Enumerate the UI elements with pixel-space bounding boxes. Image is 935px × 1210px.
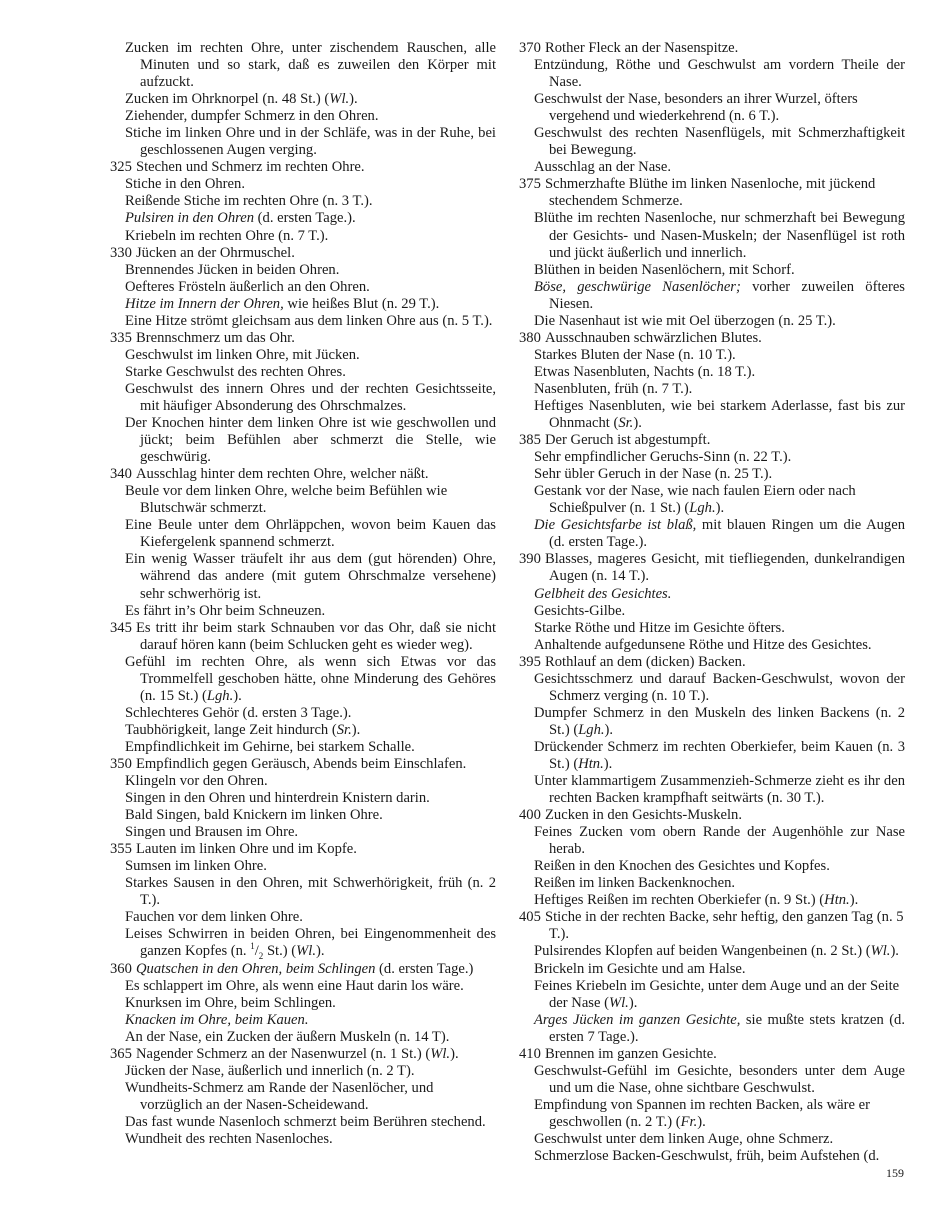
entry-text: Sehr übler Geruch in der Nase (n. 25 T.). <box>534 466 773 483</box>
entry-text: ). <box>890 943 899 960</box>
symptom-entry <box>110 296 496 313</box>
italic-text: Quatschen in den Ohren, beim Schlingen <box>136 960 376 977</box>
symptom-entry <box>110 262 496 279</box>
entry-text: Gesichts-Gilbe. <box>534 602 626 619</box>
symptom-entry <box>110 551 496 602</box>
italic-text: Wl. <box>329 91 350 108</box>
symptom-entry <box>110 978 496 995</box>
symptom-entry <box>519 637 905 654</box>
left-column <box>110 40 496 1148</box>
entry-text: Geschwulst-Gefühl im Gesichte, besonders unter dem Auge und um die Nase, ohne sichtbare Geschwulst. <box>534 1062 905 1096</box>
symptom-entry <box>110 603 496 620</box>
entry-text: ). <box>697 1113 706 1130</box>
entry-number: 360 <box>110 960 132 977</box>
symptom-entry <box>110 517 496 551</box>
entry-text: Gesichtsschmerz und darauf Backen-Geschwulst, wovon der Schmerz verging (n. 10 T.). <box>534 670 905 704</box>
entry-text: Zucken im rechten Ohre, unter zischendem Rauschen, alle Minuten und so stark, daß es zuweilen den Körper mit aufzuckt. <box>125 40 496 91</box>
entry-text: Oefteres Frösteln äußerlich an den Ohren. <box>125 278 370 295</box>
entry-number: 370 <box>519 40 541 56</box>
page-number: 159 <box>886 1166 904 1180</box>
entry-text: Empfindlichkeit im Gehirne, bei starkem Schalle. <box>125 738 415 755</box>
entry-text: Der Knochen hinter dem linken Ohre ist wie geschwollen und jückt; beim Befühlen aber schmerzt die Stelle, wie geschwürig. <box>125 415 496 466</box>
symptom-entry <box>110 790 496 807</box>
entry-text: Brickeln im Gesichte und am Halse. <box>534 960 746 977</box>
entry-text: Geschwulst des innern Ohres und der rechten Gesichtsseite, mit häufiger Absonderung des Ohrschmalzes. <box>125 380 496 414</box>
entry-text: Leises Schwirren in beiden Ohren, bei Eingenommenheit des ganzen Kopfes (n. <box>125 926 496 960</box>
entry-text: / <box>254 943 259 960</box>
symptom-entry-numbered <box>519 1046 905 1063</box>
symptom-entry <box>519 1097 905 1131</box>
symptom-entry-numbered <box>110 159 496 176</box>
symptom-entry-numbered <box>519 909 905 943</box>
right-column <box>519 40 905 1165</box>
symptom-entry <box>110 176 496 193</box>
symptom-entry <box>110 381 496 415</box>
symptom-entry-numbered <box>519 654 905 671</box>
entry-text: Bald Singen, bald Knickern im linken Ohre. <box>125 807 383 824</box>
entry-text: Blüthen in beiden Nasenlöchern, mit Schorf. <box>534 261 795 278</box>
entry-number: 340 <box>110 466 132 483</box>
symptom-entry <box>110 91 496 108</box>
entry-text: Starke Röthe und Hitze im Gesichte öfters. <box>534 619 785 636</box>
entry-text: Knurksen im Ohre, beim Schlingen. <box>125 994 336 1011</box>
entry-text: Brennen im ganzen Gesichte. <box>545 1045 717 1062</box>
entry-text: Es schlappert im Ohre, als wenn eine Haut darin los wäre. <box>125 977 464 994</box>
italic-text: Wl. <box>296 943 317 960</box>
entry-text: Feines Kriebeln im Gesichte, unter dem Auge und an der Seite der Nase ( <box>534 977 900 1011</box>
entry-text: Jücken an der Ohrmuschel. <box>136 244 295 261</box>
symptom-entry-numbered <box>110 1046 496 1063</box>
symptom-entry <box>519 449 905 466</box>
entry-text: Jücken der Nase, äußerlich und innerlich (n. 2 T). <box>125 1062 415 1079</box>
symptom-entry <box>110 1063 496 1080</box>
entry-text: ). <box>603 755 613 772</box>
symptom-entry <box>110 858 496 875</box>
symptom-entry-numbered <box>519 807 905 824</box>
entry-text: Stiche in der rechten Backe, sehr heftig, den ganzen Tag (n. 5 T.). <box>545 909 904 943</box>
symptom-entry <box>110 364 496 381</box>
entry-number: 410 <box>519 1045 541 1062</box>
entry-text: Stechen und Schmerz im rechten Ohre. <box>136 159 365 176</box>
symptom-entry <box>519 858 905 875</box>
entry-text: Geschwulst im linken Ohre, mit Jücken. <box>125 346 360 363</box>
entry-number: 395 <box>519 653 541 670</box>
entry-text: Ausschnauben schwärzlichen Blutes. <box>545 329 762 346</box>
entry-text: mit blauen Ringen um die Augen (d. ersten Tage.). <box>549 517 905 551</box>
symptom-entry <box>519 381 905 398</box>
entry-text: ). <box>628 994 638 1011</box>
italic-text: Sr. <box>618 415 634 432</box>
entry-text: ). <box>633 415 642 432</box>
symptom-entry <box>110 773 496 790</box>
entry-text: Starkes Bluten der Nase (n. 10 T.). <box>534 346 736 363</box>
entry-text: Starke Geschwulst des rechten Ohres. <box>125 363 346 380</box>
entry-text: Eine Beule unter dem Ohrläppchen, wovon beim Kauen das Kiefergelenk spannend schmerzt. <box>125 517 496 551</box>
italic-text: Lgh. <box>578 721 605 738</box>
entry-text: Geschwulst der Nase, besonders an ihrer Wurzel, öfters vergehend und wiederkehrend (n. 6 T.). <box>534 91 858 125</box>
italic-text: Pulsiren in den Ohren <box>125 210 255 227</box>
entry-text: Reißen im linken Backenknochen. <box>534 875 736 892</box>
symptom-entry <box>110 193 496 210</box>
entry-text: ). <box>849 892 859 909</box>
entry-text: Starkes Sausen in den Ohren, mit Schwerhörigkeit, früh (n. 2 T.). <box>125 875 496 909</box>
symptom-entry <box>110 483 496 517</box>
entry-text: Empfindung von Spannen im rechten Backen, als wäre er geschwollen (n. 2 T.) ( <box>534 1096 870 1130</box>
entry-number: 385 <box>519 432 541 449</box>
symptom-entry <box>110 210 496 227</box>
symptom-entry <box>519 262 905 279</box>
entry-text: Singen und Brausen im Ohre. <box>125 824 299 841</box>
entry-text: Sumsen im linken Ohre. <box>125 858 267 875</box>
entry-text: Geschwulst des rechten Nasenflügels, mit Schmerzhaftigkeit bei Bewegung. <box>534 125 905 159</box>
entry-text: Reißende Stiche im rechten Ohre (n. 3 T.). <box>125 193 373 210</box>
entry-text: Stiche in den Ohren. <box>125 176 245 193</box>
entry-text: Dumpfer Schmerz in den Muskeln des linken Backens (n. 2 St.) ( <box>534 704 905 738</box>
entry-text: Pulsirendes Klopfen auf beiden Wangenbeinen (n. 2 St.) ( <box>534 943 871 960</box>
entry-text: wie heißes Blut (n. 29 T.). <box>283 295 440 312</box>
entry-text: Brennschmerz um das Ohr. <box>136 329 295 346</box>
symptom-entry <box>110 1080 496 1114</box>
italic-text: Wl. <box>608 994 629 1011</box>
symptom-entry-numbered <box>519 330 905 347</box>
symptom-entry <box>519 943 905 960</box>
symptom-entry <box>519 483 905 517</box>
italic-text: Hitze im Innern der Ohren, <box>125 295 284 312</box>
entry-number: 390 <box>519 551 541 568</box>
symptom-entry <box>110 1012 496 1029</box>
symptom-entry <box>519 210 905 261</box>
entry-text: Feines Zucken vom obern Rande der Augenhöhle zur Nase herab. <box>534 824 905 858</box>
symptom-entry-numbered <box>110 330 496 347</box>
symptom-entry <box>519 1148 905 1165</box>
entry-text: Zucken im Ohrknorpel (n. 48 St.) ( <box>125 91 330 108</box>
italic-text: Böse, geschwürige Nasenlöcher; <box>534 278 741 295</box>
symptom-entry <box>110 875 496 909</box>
entry-text: Klingeln vor den Ohren. <box>125 773 268 790</box>
entry-text: Gestank vor der Nase, wie nach faulen Eiern oder nach Schießpulver (n. 1 St.) ( <box>534 483 856 517</box>
symptom-entry <box>110 125 496 159</box>
entry-text: Fauchen vor dem linken Ohre. <box>125 909 303 926</box>
symptom-entry <box>519 978 905 1012</box>
entry-text: Lauten im linken Ohre und im Kopfe. <box>136 841 357 858</box>
symptom-entry <box>110 1114 496 1131</box>
entry-text: Blüthe im rechten Nasenloche, nur schmerzhaft bei Bewegung der Gesichts- und Nasen-Muskeln; der Nasenflügel ist roth und jückt äußerlich und innerlich. <box>534 210 905 261</box>
symptom-entry <box>519 125 905 159</box>
symptom-entry <box>519 91 905 125</box>
symptom-entry <box>110 926 496 960</box>
entry-text: ). <box>349 91 358 108</box>
symptom-entry <box>519 159 905 176</box>
entry-text: Entzündung, Röthe und Geschwulst am vordern Theile der Nase. <box>534 57 905 91</box>
symptom-entry <box>519 961 905 978</box>
entry-text: Ziehender, dumpfer Schmerz in den Ohren. <box>125 108 379 125</box>
symptom-entry <box>519 773 905 807</box>
entry-text: Anhaltende aufgedunsene Röthe und Hitze des Gesichtes. <box>534 636 872 653</box>
entry-text: Schmerzhafte Blüthe im linken Nasenloche, mit jückend stechendem Schmerze. <box>545 176 876 210</box>
italic-text: Die Gesichtsfarbe ist blaß, <box>534 517 697 534</box>
entry-text: Wundheits-Schmerz am Rande der Nasenlöcher, und vorzüglich an der Nasen-Scheidewand. <box>125 1079 434 1113</box>
entry-text: Nasenbluten, früh (n. 7 T.). <box>534 380 693 397</box>
symptom-entry-numbered <box>110 245 496 262</box>
symptom-entry <box>519 57 905 91</box>
symptom-entry <box>110 40 496 91</box>
symptom-entry <box>519 517 905 551</box>
symptom-entry <box>519 824 905 858</box>
symptom-entry <box>519 620 905 637</box>
symptom-entry <box>519 347 905 364</box>
entry-number: 350 <box>110 755 132 772</box>
entry-text: ). <box>715 500 725 517</box>
symptom-entry <box>519 875 905 892</box>
entry-text: Etwas Nasenbluten, Nachts (n. 18 T.). <box>534 363 756 380</box>
italic-text: Wl. <box>870 943 891 960</box>
entry-text: ). <box>316 943 325 960</box>
entry-text: Blasses, mageres Gesicht, mit tiefliegenden, dunkelrandigen Augen (n. 14 T.). <box>545 551 905 585</box>
entry-text: Eine Hitze strömt gleichsam aus dem linken Ohre aus (n. 5 T.). <box>125 312 493 329</box>
entry-number: 380 <box>519 329 541 346</box>
symptom-entry <box>110 807 496 824</box>
entry-text: (d. ersten Tage.). <box>254 210 356 227</box>
symptom-entry-numbered <box>110 620 496 654</box>
entry-text: Geschwulst unter dem linken Auge, ohne Schmerz. <box>534 1131 834 1147</box>
symptom-entry-numbered <box>110 466 496 483</box>
entry-text: ). <box>604 721 614 738</box>
symptom-entry <box>110 1029 496 1046</box>
entry-text: Gefühl im rechten Ohre, als wenn sich Etwas vor das Trommelfell geschoben hätte, ohne Minderung des Gehöres (n. 15 St.) ( <box>125 653 496 704</box>
symptom-entry <box>519 1012 905 1046</box>
entry-text: Schmerzlose Backen-Geschwulst, früh, beim Aufstehen (d. <box>534 1148 880 1165</box>
italic-text: Htn. <box>824 892 850 909</box>
symptom-entry-numbered <box>519 432 905 449</box>
symptom-entry <box>519 586 905 603</box>
symptom-entry <box>110 1131 496 1148</box>
symptom-entry <box>519 603 905 620</box>
entry-number: 345 <box>110 619 132 636</box>
symptom-entry <box>110 654 496 705</box>
symptom-entry <box>110 313 496 330</box>
entry-number: 405 <box>519 909 541 926</box>
entry-text: ). <box>233 687 242 704</box>
entry-text: sie mußte stets kratzen (d. ersten 7 Tage.). <box>549 1011 906 1045</box>
symptom-entry <box>110 722 496 739</box>
italic-text: Lgh. <box>689 500 716 517</box>
symptom-entry <box>519 1131 905 1148</box>
symptom-entry <box>519 1063 905 1097</box>
entry-text: Die Nasenhaut ist wie mit Oel überzogen (n. 25 T.). <box>534 312 836 329</box>
entry-text: Rothlauf an dem (dicken) Backen. <box>545 653 746 670</box>
entry-text: Singen in den Ohren und hinterdrein Knistern darin. <box>125 790 430 807</box>
entry-text: Ausschlag hinter dem rechten Ohre, welcher näßt. <box>136 466 429 483</box>
italic-text: Gelbheit des Gesichtes. <box>534 585 672 602</box>
symptom-entry-numbered <box>519 176 905 210</box>
entry-text: Taubhörigkeit, lange Zeit hindurch ( <box>125 721 337 738</box>
entry-text: ). <box>351 721 361 738</box>
symptom-entry <box>519 279 905 313</box>
entry-text: 1 <box>250 941 255 952</box>
symptom-entry <box>519 671 905 705</box>
entry-text: Heftiges Nasenbluten, wie bei starkem Aderlasse, fast bis zur Ohnmacht ( <box>534 397 905 432</box>
entry-text: Das fast wunde Nasenloch schmerzt beim Berühren stechend. <box>125 1113 486 1130</box>
entry-text: Ein wenig Wasser träufelt ihr aus dem (gut hörenden) Ohre, während das andere (mit gutem Ohrschmalze versehene) sehr schwerhörig ist. <box>125 551 496 602</box>
entry-text: Ausschlag an der Nase. <box>534 159 671 176</box>
entry-text: An der Nase, ein Zucken der äußern Muskeln (n. 14 T). <box>125 1028 450 1045</box>
entry-text: Schlechteres Gehör (d. ersten 3 Tage.). <box>125 704 352 721</box>
entry-text: Stiche im linken Ohre und in der Schläfe, was in der Ruhe, bei geschlossenen Augen verging. <box>125 125 496 159</box>
entry-text: Es tritt ihr beim stark Schnauben vor das Ohr, daß sie nicht darauf hören kann (beim Schlucken geht es wieder weg). <box>136 619 496 653</box>
italic-text: Sr. <box>336 721 352 738</box>
symptom-entry-numbered <box>519 551 905 585</box>
symptom-entry <box>519 705 905 739</box>
symptom-entry-numbered <box>110 961 496 978</box>
entry-text: Sehr empfindlicher Geruchs-Sinn (n. 22 T.). <box>534 449 792 466</box>
entry-text: Drückender Schmerz im rechten Oberkiefer, beim Kauen (n. 3 St.) ( <box>534 738 905 772</box>
entry-text: Brennendes Jücken in beiden Ohren. <box>125 261 340 278</box>
entry-text: 2 <box>258 951 264 962</box>
italic-text: Wl. <box>430 1045 451 1062</box>
symptom-entry <box>110 705 496 722</box>
symptom-entry <box>110 415 496 466</box>
symptom-entry <box>110 995 496 1012</box>
symptom-entry <box>110 824 496 841</box>
entry-text: St.) ( <box>263 943 297 960</box>
entry-text: Beule vor dem linken Ohre, welche beim Befühlen wie Blutschwär schmerzt. <box>125 483 448 517</box>
italic-text: Arges Jücken im ganzen Gesichte, <box>534 1011 741 1028</box>
symptom-entry <box>519 739 905 773</box>
entry-text: ). <box>450 1045 459 1062</box>
entry-text: (d. ersten Tage.) <box>375 960 474 977</box>
symptom-entry-numbered <box>110 841 496 858</box>
symptom-entry <box>110 909 496 926</box>
entry-number: 365 <box>110 1045 132 1062</box>
entry-text: Der Geruch ist abgestumpft. <box>545 432 711 449</box>
entry-text: Rother Fleck an der Nasenspitze. <box>545 40 739 56</box>
symptom-entry <box>519 364 905 381</box>
italic-text: Knacken im Ohre, beim Kauen. <box>125 1011 309 1028</box>
symptom-entry <box>519 313 905 330</box>
symptom-entry <box>110 108 496 125</box>
entry-text: Es fährt in’s Ohr beim Schneuzen. <box>125 602 326 619</box>
entry-text: Reißen in den Knochen des Gesichtes und Kopfes. <box>534 858 830 875</box>
entry-number: 330 <box>110 244 132 261</box>
entry-text: Zucken in den Gesichts-Muskeln. <box>545 807 742 824</box>
entry-number: 355 <box>110 841 132 858</box>
symptom-entry <box>519 466 905 483</box>
symptom-entry <box>519 398 905 432</box>
entry-text: Nagender Schmerz an der Nasenwurzel (n. 1 St.) ( <box>136 1045 431 1062</box>
entry-text: Wundheit des rechten Nasenloches. <box>125 1131 333 1147</box>
italic-text: Fr. <box>680 1113 698 1130</box>
entry-text: Unter klammartigem Zusammenzieh-Schmerze zieht es ihr den rechten Backen krampfhaft seitwärts (n. 30 T.). <box>534 773 905 807</box>
symptom-entry-numbered <box>110 756 496 773</box>
symptom-entry <box>519 892 905 909</box>
entry-number: 375 <box>519 176 541 193</box>
italic-text: Htn. <box>578 755 604 772</box>
entry-text: Heftiges Reißen im rechten Oberkiefer (n. 9 St.) ( <box>534 892 825 909</box>
symptom-entry <box>110 739 496 756</box>
entry-text: Empfindlich gegen Geräusch, Abends beim Einschlafen. <box>136 755 467 772</box>
symptom-entry-numbered <box>519 40 905 57</box>
entry-number: 335 <box>110 329 132 346</box>
entry-text: Kriebeln im rechten Ohre (n. 7 T.). <box>125 227 329 244</box>
symptom-entry <box>110 347 496 364</box>
entry-text: vorher zuweilen öfteres Niesen. <box>549 278 905 312</box>
symptom-entry <box>110 228 496 245</box>
symptom-entry <box>110 279 496 296</box>
entry-number: 400 <box>519 807 541 824</box>
entry-number: 325 <box>110 159 132 176</box>
italic-text: Lgh. <box>206 687 234 704</box>
